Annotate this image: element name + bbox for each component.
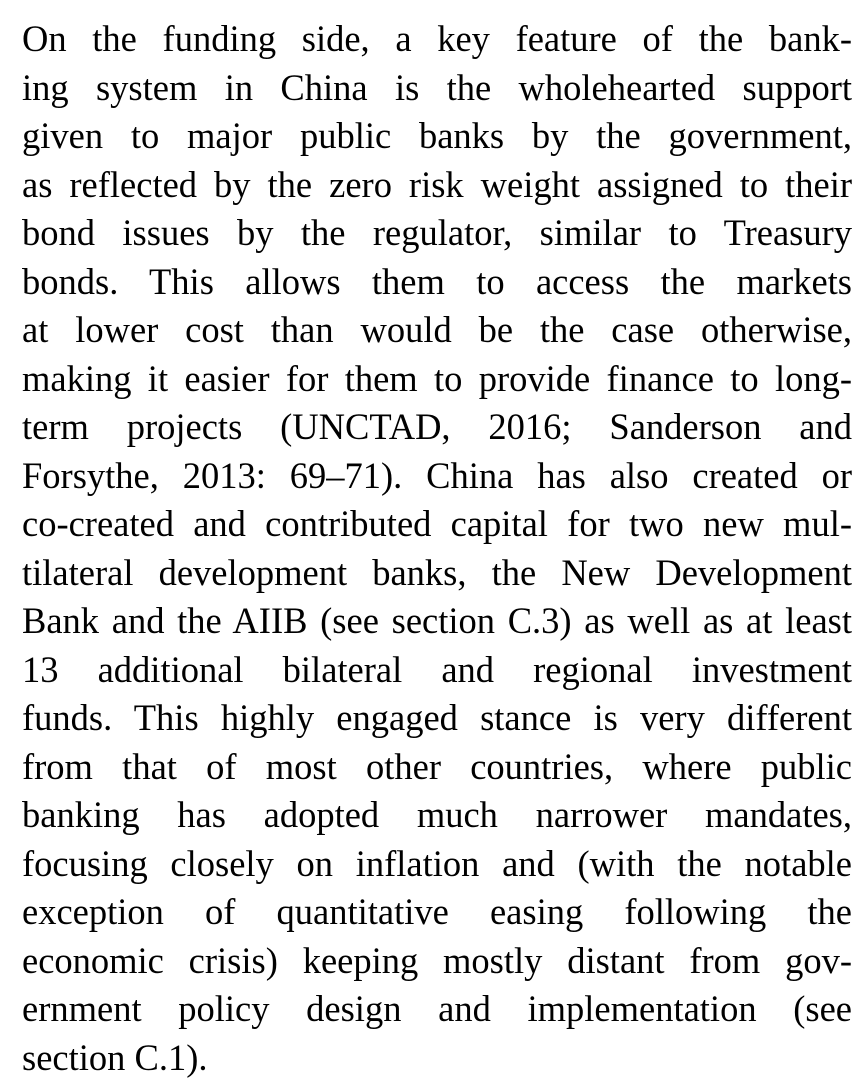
text-line: co-created and contributed capital for two new mul- [22, 503, 852, 544]
text-line: 13 additional bilateral and regional investment [22, 648, 852, 690]
text-line: ernment policy design and implementation (see [22, 988, 852, 1029]
text-line: banking has adopted much narrower mandates, [22, 794, 852, 835]
text-line: focusing closely on inflation and (with the notable [22, 842, 852, 884]
text-line: funds. This highly engaged stance is very different [22, 697, 852, 738]
text-line: making it easier for them to provide finance to long- [22, 357, 852, 399]
text-line: term projects (UNCTAD, 2016; Sanderson and [22, 406, 852, 447]
text-line: bonds. This allows them to access the markets [22, 260, 852, 302]
text-line: as reflected by the zero risk weight assigned to their [22, 163, 852, 205]
text-line: tilateral development banks, the New Development [22, 551, 852, 593]
text-line: at lower cost than would be the case otherwise, [22, 309, 852, 350]
text-line: given to major public banks by the government, [22, 115, 852, 156]
text-line: exception of quantitative easing following the [22, 891, 852, 932]
text-line: Bank and the AIIB (see section C.3) as well as at least [22, 600, 852, 641]
text-line: bond issues by the regulator, similar to Treasury [22, 212, 852, 253]
text-line: Forsythe, 2013: 69–71). China has also created or [22, 454, 852, 496]
text-line: from that of most other countries, where public [22, 745, 852, 787]
text-line: economic crisis) keeping mostly distant from gov- [22, 939, 852, 981]
text-line: ing system in China is the wholehearted support [22, 66, 852, 108]
text-line-last: section C.1). [22, 1036, 208, 1078]
body-paragraph [22, 15, 852, 1082]
text-line: On the funding side, a key feature of the bank- [22, 18, 852, 59]
